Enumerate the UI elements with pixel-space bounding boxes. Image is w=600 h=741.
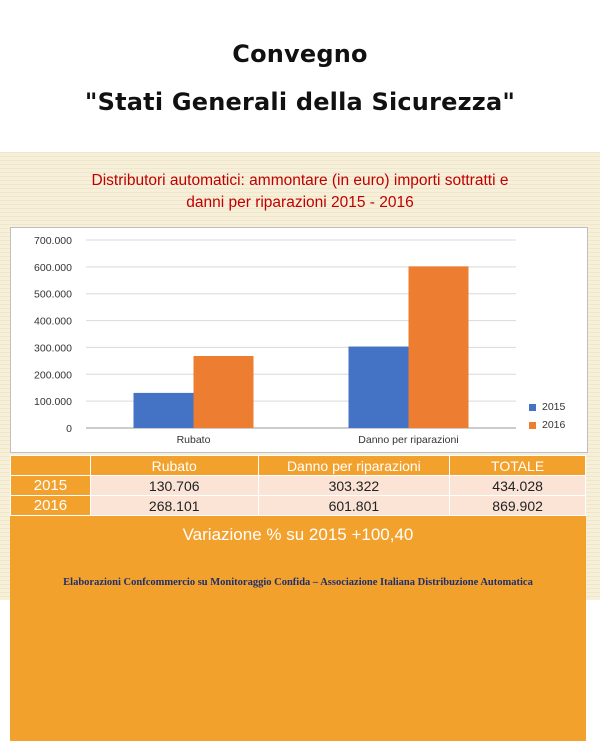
legend-label-2016: 2016: [542, 419, 566, 431]
legend-item-2015: [529, 398, 565, 416]
y-tick-label: 0: [66, 423, 72, 435]
table-header-row: [11, 456, 586, 476]
y-tick-label: 500.000: [34, 288, 72, 301]
table-cell: 869.902: [450, 496, 586, 516]
table-header-cell: Danno per riparazioni: [258, 456, 450, 476]
legend-swatch-2016: [529, 422, 536, 429]
bar-2016-rubato: [194, 356, 254, 428]
table-cell: 268.101: [90, 496, 258, 516]
chart-legend: [529, 398, 565, 434]
y-tick-label: 300.000: [34, 342, 72, 355]
table-cell: 601.801: [258, 496, 450, 516]
variation-text: Variazione % su 2015 +100,40: [182, 525, 414, 544]
bar-2015-rubato: [134, 393, 194, 428]
header-line-2: "Stati Generali della Sicurezza": [84, 88, 516, 116]
x-category-label: Danno per riparazioni: [358, 434, 459, 446]
legend-item-2016: [529, 416, 565, 434]
data-table: [10, 455, 586, 516]
y-tick-label: 200.000: [34, 369, 72, 382]
slide-title: [20, 170, 580, 214]
table-cell: 303.322: [258, 476, 450, 496]
source-footer: Elaborazioni Confcommercio su Monitoraggio Confida – Associazione Italiana Distribuzione Automatica: [63, 577, 533, 588]
table-row: [11, 476, 586, 496]
table-cell-year: 2016: [11, 496, 91, 516]
data-table-area: [10, 455, 586, 741]
bar-2015-danno: [349, 347, 409, 428]
chart-panel: [10, 227, 588, 453]
slide-title-line-2: danni per riparazioni 2015 - 2016: [186, 194, 414, 211]
table-cell-year: 2015: [11, 476, 91, 496]
x-category-label: Rubato: [176, 434, 211, 446]
table-header-cell: Rubato: [90, 456, 258, 476]
table-header-cell: TOTALE: [450, 456, 586, 476]
table-header-cell: [11, 456, 91, 476]
bar-chart: [11, 228, 587, 452]
slide-title-line-1: Distributori automatici: ammontare (in euro) importi sottratti e: [91, 172, 509, 189]
legend-label-2015: 2015: [542, 401, 566, 413]
table-cell: 130.706: [90, 476, 258, 496]
y-tick-label: 100.000: [34, 396, 72, 409]
legend-swatch-2015: [529, 404, 536, 411]
y-tick-label: 400.000: [34, 315, 72, 328]
page-header: [0, 0, 600, 150]
y-tick-label: 700.000: [34, 235, 72, 247]
bar-2016-danno: [409, 266, 469, 428]
table-row: [11, 496, 586, 516]
table-cell: 434.028: [450, 476, 586, 496]
header-line-1: Convegno: [232, 40, 368, 68]
slide: [0, 152, 600, 600]
y-tick-label: 600.000: [34, 261, 72, 274]
